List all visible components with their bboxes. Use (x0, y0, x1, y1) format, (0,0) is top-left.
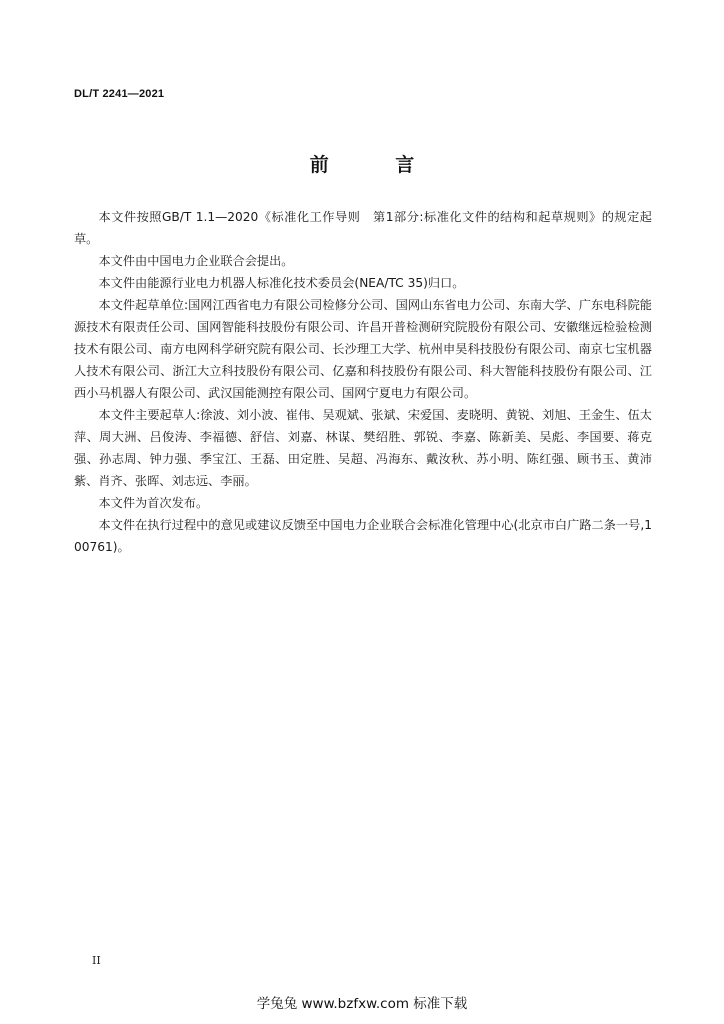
watermark-text: 学兔兔 www.bzfxw.com 标准下载 (256, 996, 468, 1012)
paragraph-first-release: 本文件为首次发布。 (98, 496, 209, 510)
foreword-body (74, 206, 652, 558)
paragraph-proposer: 本文件由中国电力企业联合会提出。 (98, 254, 294, 268)
paragraph-technical-committee: 本文件由能源行业电力机器人标准化技术委员会(NEA/TC 35)归口。 (98, 276, 465, 290)
paragraph-drafters: 本文件主要起草人:徐波、刘小波、崔伟、吴观斌、张斌、宋爱国、麦晓明、黄锐、刘旭、王金生、伍太萍、周大洲、吕俊涛、李福德、舒信、刘嘉、林谋、樊绍胜、郭锐、李嘉、陈新美、吴彪、李国要、蒋克强、孙志周、钟力强、季宝江、王磊、田定胜、吴超、冯海东、戴汝秋、苏小明、陈红强、顾书玉、黄沛紫、肖齐、张晖、刘志远、李丽。 (74, 408, 652, 488)
paragraph-drafting-units: 本文件起草单位:国网江西省电力有限公司检修分公司、国网山东省电力公司、东南大学、广东电科院能源技术有限责任公司、国网智能科技股份有限公司、许昌开普检测研究院股份有限公司、安徽继远检验检测技术有限公司、南方电网科学研究院有限公司、长沙理工大学、杭州申昊科技股份有限公司、南京七宝机器人技术有限公司、浙江大立科技股份有限公司、亿嘉和科技股份有限公司、科大智能科技股份有限公司、江西小马机器人有限公司、武汉国能测控有限公司、国网宁夏电力有限公司。 (74, 298, 652, 400)
page-number: II (92, 954, 101, 967)
paragraph-drafting-rules: 本文件按照GB/T 1.1—2020《标准化工作导则 第1部分:标准化文件的结构和起草规则》的规定起草。 (74, 210, 652, 246)
paragraph-feedback: 本文件在执行过程中的意见或建议反馈至中国电力企业联合会标准化管理中心(北京市白广路二条一号,100761)。 (74, 518, 652, 554)
document-code: DL/T 2241—2021 (74, 88, 165, 100)
page-title: 前 言 (309, 154, 445, 176)
